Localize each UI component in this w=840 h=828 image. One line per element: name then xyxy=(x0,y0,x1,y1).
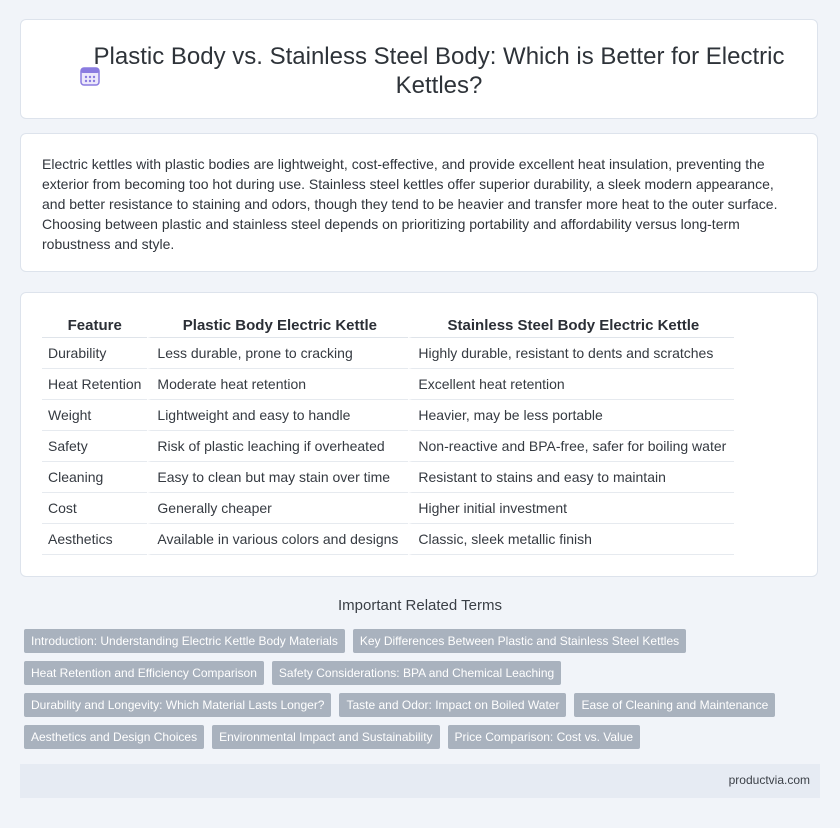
footer xyxy=(20,764,820,798)
plastic-cell: Risk of plastic leaching if overheated xyxy=(147,431,408,462)
related-terms xyxy=(24,629,824,757)
stainless-cell: Classic, sleek metallic finish xyxy=(408,524,734,555)
feature-cell: Cost xyxy=(42,493,147,524)
comparison-table xyxy=(42,313,734,555)
related-term-tag[interactable]: Ease of Cleaning and Maintenance xyxy=(574,693,775,717)
related-terms-row xyxy=(24,693,824,717)
table-row xyxy=(42,400,734,431)
plastic-cell: Lightweight and easy to handle xyxy=(147,400,408,431)
table-row xyxy=(42,338,734,369)
related-term-tag[interactable]: Introduction: Understanding Electric Kettle Body Materials xyxy=(24,629,345,653)
title-card xyxy=(20,19,818,119)
table-row xyxy=(42,493,734,524)
feature-cell: Aesthetics xyxy=(42,524,147,555)
related-term-tag[interactable]: Key Differences Between Plastic and Stainless Steel Kettles xyxy=(353,629,686,653)
feature-cell: Safety xyxy=(42,431,147,462)
feature-cell: Durability xyxy=(42,338,147,369)
header-feature: Feature xyxy=(42,313,147,338)
intro-paragraph: Electric kettles with plastic bodies are lightweight, cost-effective, and provide excellent heat insulation, preventing the exterior from becoming too hot during use. Stainless steel kettles offer superior durability, a sleek modern appearance, and better resistance to staining and odors, though they tend to be heavier and transfer more heat to the outer surface. Choosing between plastic and stainless steel depends on prioritizing portability and affordability versus long-term robustness and style. xyxy=(42,156,778,252)
plastic-cell: Less durable, prone to cracking xyxy=(147,338,408,369)
plastic-cell: Moderate heat retention xyxy=(147,369,408,400)
page-title: Plastic Body vs. Stainless Steel Body: Which is Better for Electric Kettles? xyxy=(93,43,785,99)
feature-cell: Weight xyxy=(42,400,147,431)
related-terms-row xyxy=(24,725,824,749)
table-row xyxy=(42,369,734,400)
header-stainless: Stainless Steel Body Electric Kettle xyxy=(408,313,734,338)
related-term-tag[interactable]: Taste and Odor: Impact on Boiled Water xyxy=(339,693,566,717)
stainless-cell: Highly durable, resistant to dents and scratches xyxy=(408,338,734,369)
feature-cell: Cleaning xyxy=(42,462,147,493)
table-header-row xyxy=(42,313,734,338)
plastic-cell: Available in various colors and designs xyxy=(147,524,408,555)
intro-card xyxy=(20,133,818,272)
related-term-tag[interactable]: Environmental Impact and Sustainability xyxy=(212,725,439,749)
stainless-cell: Resistant to stains and easy to maintain xyxy=(408,462,734,493)
related-terms-title: Important Related Terms xyxy=(338,597,502,614)
header-plastic: Plastic Body Electric Kettle xyxy=(147,313,408,338)
plastic-cell: Generally cheaper xyxy=(147,493,408,524)
comparison-table-card xyxy=(20,292,818,577)
footer-site-link[interactable]: productvia.com xyxy=(728,773,810,787)
plastic-cell: Easy to clean but may stain over time xyxy=(147,462,408,493)
stainless-cell: Non-reactive and BPA-free, safer for boiling water xyxy=(408,431,734,462)
related-term-tag[interactable]: Price Comparison: Cost vs. Value xyxy=(448,725,641,749)
related-terms-row xyxy=(24,661,824,685)
related-term-tag[interactable]: Safety Considerations: BPA and Chemical Leaching xyxy=(272,661,561,685)
stainless-cell: Heavier, may be less portable xyxy=(408,400,734,431)
table-row xyxy=(42,524,734,555)
table-row xyxy=(42,462,734,493)
stainless-cell: Higher initial investment xyxy=(408,493,734,524)
related-term-tag[interactable]: Heat Retention and Efficiency Comparison xyxy=(24,661,264,685)
table-row xyxy=(42,431,734,462)
related-term-tag[interactable]: Durability and Longevity: Which Material Lasts Longer? xyxy=(24,693,331,717)
stainless-cell: Excellent heat retention xyxy=(408,369,734,400)
related-terms-row xyxy=(24,629,824,653)
related-term-tag[interactable]: Aesthetics and Design Choices xyxy=(24,725,204,749)
feature-cell: Heat Retention xyxy=(42,369,147,400)
